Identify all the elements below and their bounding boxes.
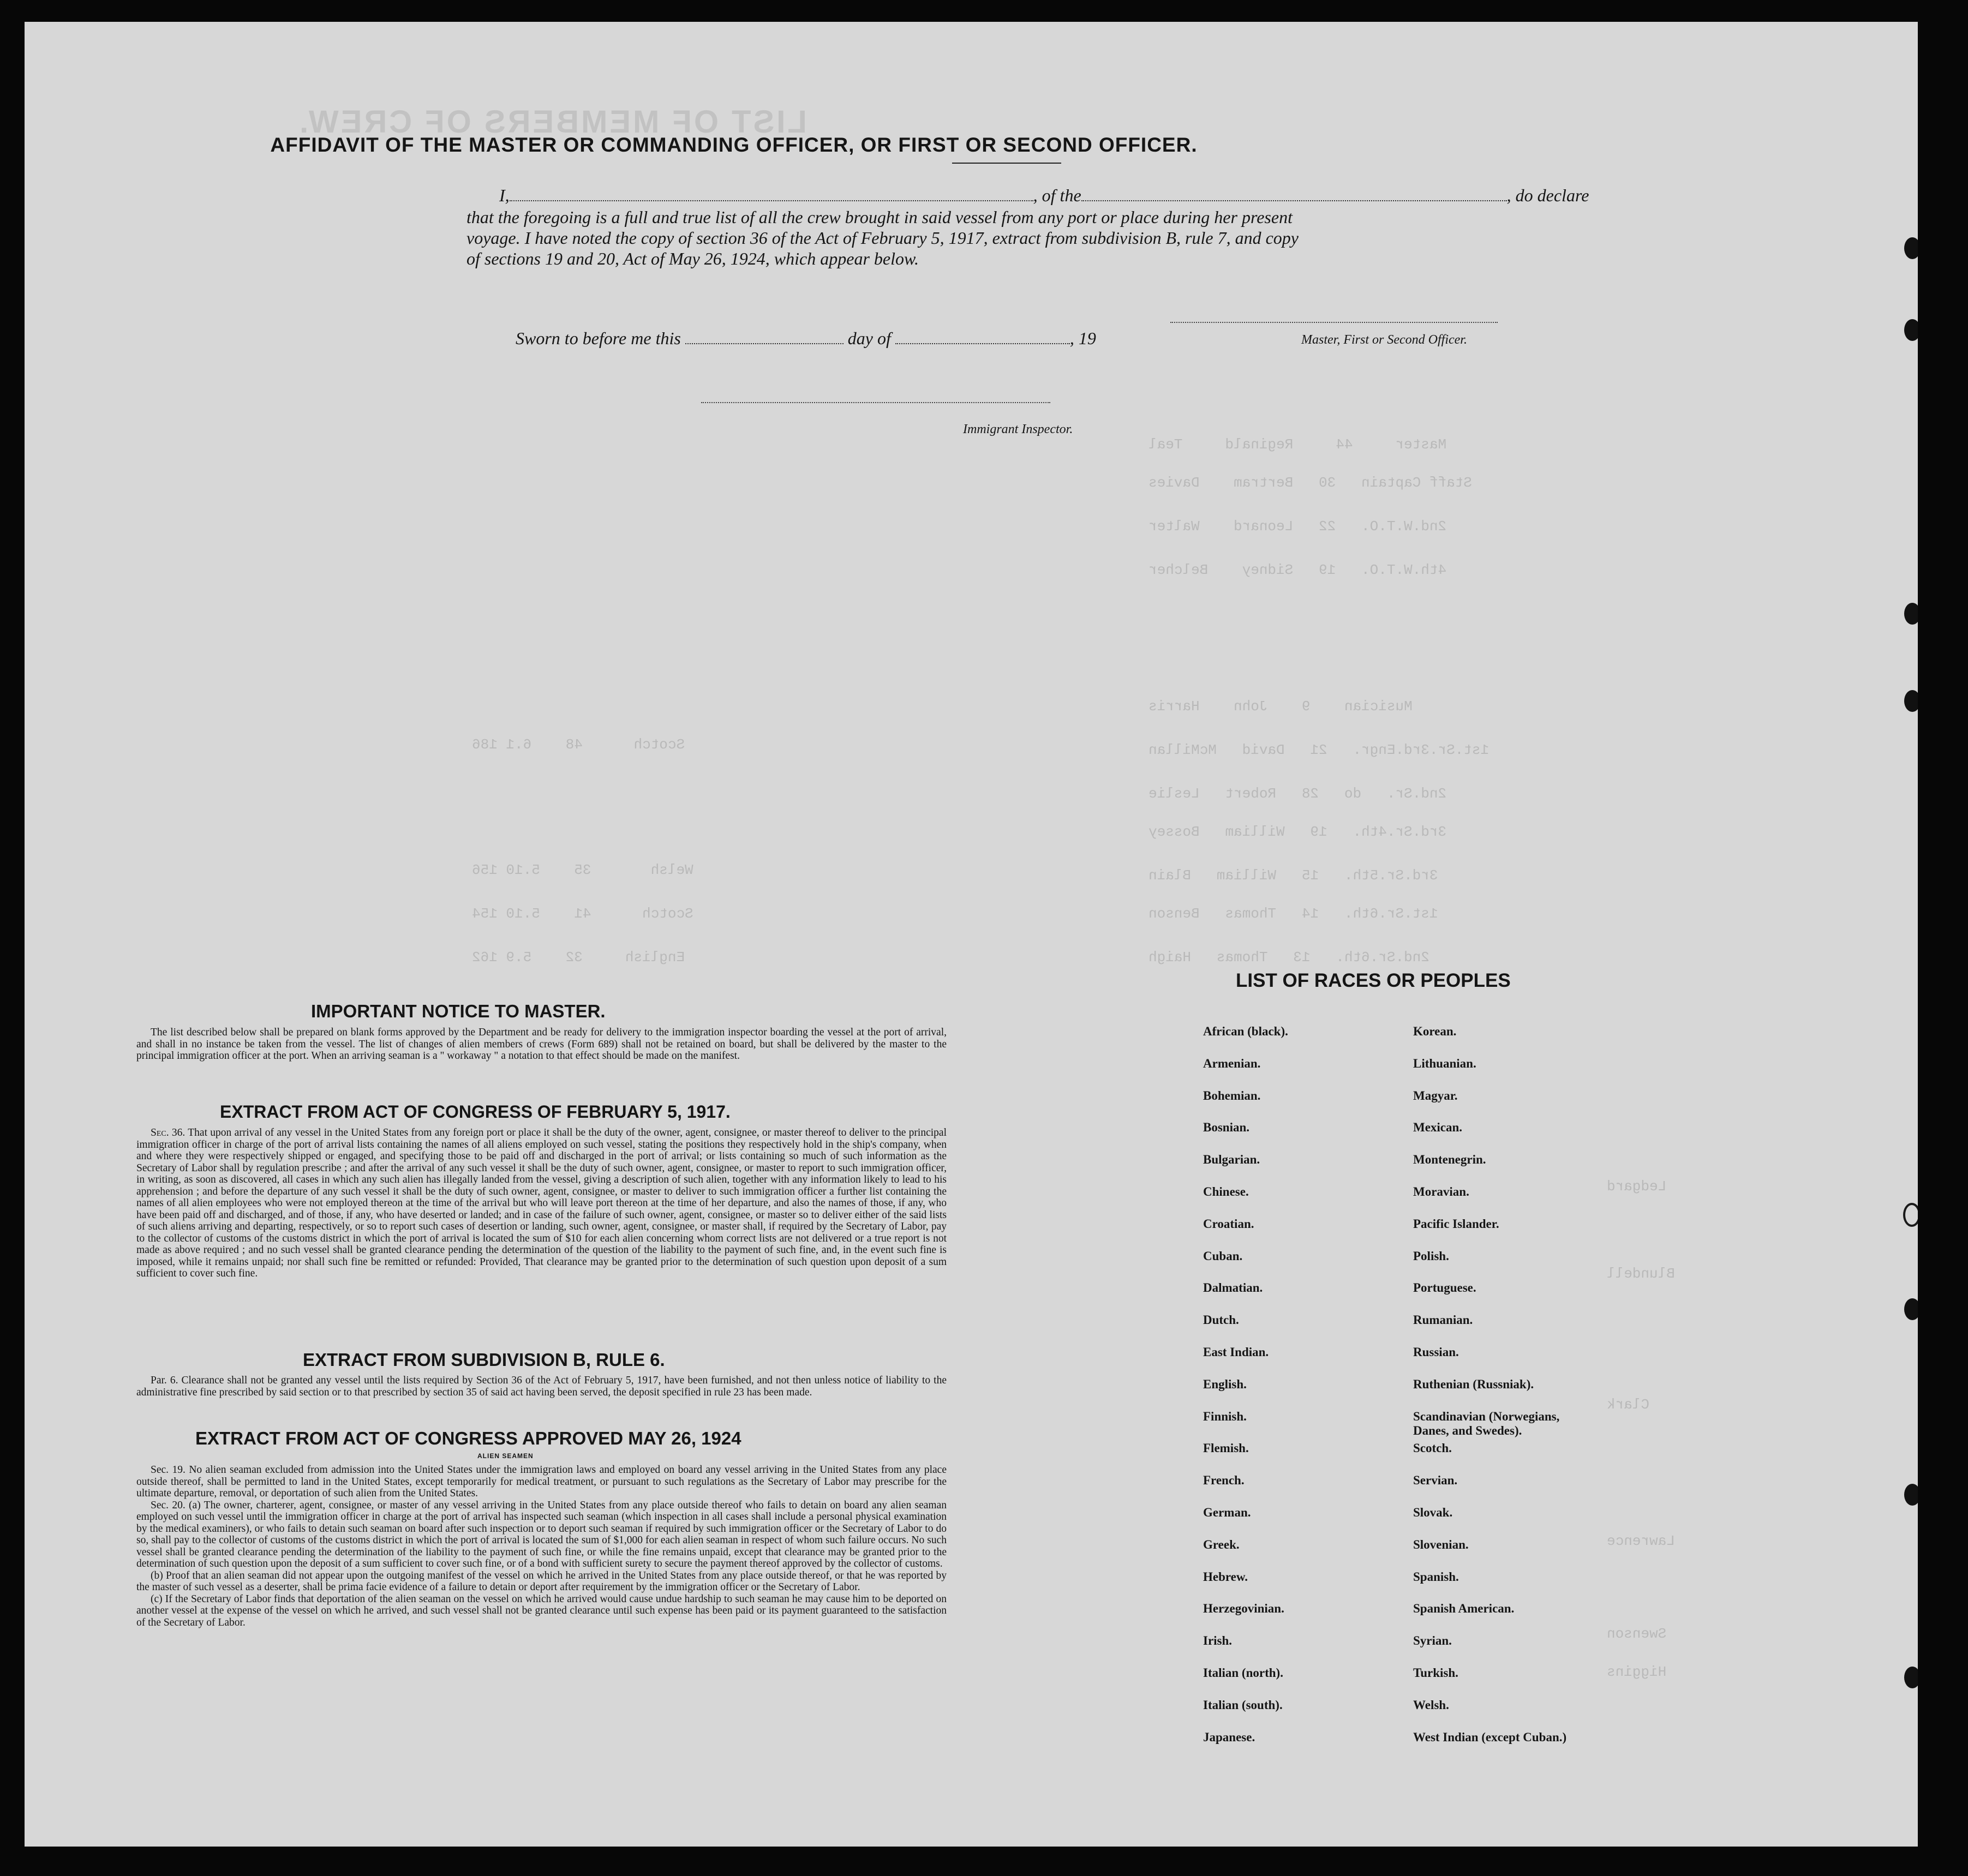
declaration-of-the: , of the [1033,185,1081,205]
binder-hole [1904,237,1918,259]
race-item: Slovenian. [1413,1537,1469,1551]
bleed-through-text: 4th.W.T.O. 19 Sidney Belcher [1149,562,1447,578]
race-item: East Indian. [1203,1345,1269,1359]
declaration-text-line: that the foregoing is a full and true list of all the crew brought in said vessel from any port or place during her present [466,207,1293,227]
extract-1917-body [136,1127,947,1280]
race-item: African (black). [1203,1024,1288,1038]
extract-rule6-text: Par. 6. Clearance shall not be granted any vessel until the lists required by Section 36 of the Act of February 5, 1917, have been furnished, and not then unless notice of liability to the administrative fine prescribed by said section or to that prescribed by section 35 of said act having been served, the deposit specified in rule 23 has been made. [136,1375,947,1398]
race-item: Pacific Islander. [1413,1216,1499,1231]
race-item: English. [1203,1377,1247,1391]
race-item: Bulgarian. [1203,1153,1260,1167]
bleed-through-text: 3rd.Sr.5th. 15 William Blain [1149,867,1438,884]
race-item: Spanish. [1413,1569,1459,1584]
bleed-through-text: Staff Captain 30 Bertram Davies [1149,475,1472,491]
bleed-through-heading: LIST OF MEMBERS OF CREW. [297,104,807,140]
race-item: French. [1203,1473,1245,1488]
sec20b-text: (b) Proof that an alien seaman did not appear upon the outgoing manifest of the vessel on which he arrived in the United States from any place outside thereof, or that he was reported by the master of such vessel as a deserter, shall be prima facie evidence of a failure to detain or deport after requirement by the immigration officer or the Secretary of Labor. [136,1569,947,1593]
sworn-line [516,328,1096,349]
race-item: Lithuanian. [1413,1056,1476,1070]
bleed-through-text: 3rd.Sr.4th. 19 William Bossey [1149,824,1447,840]
extract-rule6-title: EXTRACT FROM SUBDIVISION B, RULE 6. [303,1350,665,1370]
notice-paragraph: The list described below shall be prepared on blank forms approved by the Department and be ready for delivery to the immigration inspector boarding the vessel at the port of arrival, and shall in no instance be taken from the vessel. The list of changes of alien members of crews (Form 689) shall not be retained on board, but shall be delivered by the master to the principal immigration officer at the port. When an arriving seaman is a " workaway " a notation to that effect should be made on the manifest. [136,1027,947,1062]
race-item: Portuguese. [1413,1281,1476,1295]
race-item: Scandinavian (Norwegians, Danes, and Swedes). [1413,1409,1560,1437]
bleed-through-text: 1st.Sr.3rd.Engr. 21 David McMillan [1149,742,1490,758]
bleed-through-text: Musician 9 John Harris [1149,698,1413,715]
race-item: Italian (south). [1203,1698,1283,1712]
inspector-label: Immigrant Inspector. [963,422,1073,436]
race-item: Croatian. [1203,1216,1254,1231]
bleed-through-text: Ledgard [1607,1178,1667,1195]
race-item: West Indian (except Cuban.) [1413,1730,1567,1744]
race-item: Slovak. [1413,1506,1453,1519]
vessel-blank[interactable] [1081,200,1507,201]
bleed-through-text: Welsh 35 5.10 156 [472,862,693,878]
bleed-through-text: Blundell [1607,1266,1675,1282]
race-item: Dalmatian. [1203,1281,1263,1295]
binder-hole [1904,1298,1918,1320]
race-item: Dutch. [1203,1313,1239,1327]
bleed-through-text: 2nd.W.T.O. 22 Leonard Walter [1149,518,1447,535]
signature-label: Master, First or Second Officer. [1301,333,1467,347]
race-item: Japanese. [1203,1730,1255,1744]
binder-hole [1904,1667,1918,1688]
declaration-line [499,185,1589,206]
sec20c-text: (c) If the Secretary of Labor finds that deportation of the alien seaman on the vessel on which he arrived would cause undue hardship to such seaman he may cause him to be deported on another vessel at the expense of the vessel on which he arrived, and such vessel shall not be granted clearance until such expense has been paid or its payment guaranteed to the satisfaction of the Secretary of Labor. [136,1593,947,1628]
binder-hole [1904,690,1918,712]
race-item: Turkish. [1413,1666,1458,1680]
bleed-through-text: Scotch 41 5.10 154 [472,906,693,922]
bleed-through-text: Scotch 48 6.1 186 [472,736,685,753]
race-item: Rumanian. [1413,1313,1473,1327]
race-item: Irish. [1203,1634,1233,1648]
race-item: Russian. [1413,1345,1459,1359]
race-item: Moravian. [1413,1185,1469,1198]
declaration-i: I, [499,185,510,205]
race-item: Bohemian. [1203,1088,1261,1102]
sworn-year: , 19 [1069,328,1096,348]
alien-seamen-subtitle: ALIEN SEAMEN [477,1452,534,1460]
bleed-through-text: Master 44 Reginald Teal [1149,436,1447,453]
sworn-day-of: day of [847,328,891,348]
bleed-through-text: 2nd.Sr.6th. 13 Thomas Haigh [1149,949,1429,966]
declaration-text-line: voyage. I have noted the copy of section 36 of the Act of February 5, 1917, extract from subdivision B, rule 7, and copy [466,228,1299,248]
bleed-through-text: Lawrence [1607,1533,1675,1549]
declaration-do-declare: , do declare [1506,185,1589,205]
bleed-through-text: Clark [1607,1396,1650,1413]
declaration-text-line: of sections 19 and 20, Act of May 26, 1924, which appear below. [466,249,919,268]
document-page [25,22,1918,1847]
month-blank[interactable] [895,343,1070,344]
bleed-through-text: Higgins [1607,1664,1667,1680]
race-item: Herzegovinian. [1203,1602,1284,1616]
race-item: Servian. [1413,1473,1458,1488]
notice-body [136,1027,947,1062]
binder-hole [1904,603,1918,625]
race-item: Syrian. [1413,1634,1452,1648]
race-item: Hebrew. [1203,1569,1248,1584]
day-blank[interactable] [685,343,844,344]
race-item: Scotch. [1413,1441,1452,1455]
race-item: Flemish. [1203,1441,1249,1455]
race-item: Finnish. [1203,1409,1247,1423]
inspector-signature-line[interactable] [701,402,1050,403]
race-item: Ruthenian (Russniak). [1413,1377,1534,1391]
sec20a-text: Sec. 20. (a) The owner, charterer, agent, consignee, or master of any vessel arriving in the United States from any place outside thereof who fails to detain on board any alien seaman employed on such vessel until the immigration officer in charge at the port of arrival has inspected such seaman (which inspection in all cases shall include a personal physical examination by the medical examiners), or who fails to detain such seaman on board after such inspection or to deport such seaman if required by such immigration officer or the Secretary of Labor to do so, shall pay to the collector of customs of the customs district in which the port of arrival is located the sum of $1,000 for each alien seaman in respect of whom such failure occurs. No such vessel shall be granted clearance pending the determination of the liability to the payment of such fine, or while the fine remains unpaid, except that clearance may be granted prior to the determination of such question upon the deposit of a sum sufficient to cover such fine, or of a bond with sufficient surety to secure the payment thereof approved by the collector of customs. [136,1499,947,1569]
race-item: German. [1203,1506,1251,1519]
binder-hole [1904,319,1918,341]
title-divider [952,163,1061,164]
sec19-text: Sec. 19. No alien seaman excluded from admission into the United States under the immigration laws and employed on board any vessel arriving in the United States from any place outside thereof, shall be permitted to land in the United States, except temporarily for medical treatment, or pursuant to such regulations as the Secretary of Labor may prescribe for the ultimate departure, removal, or deportation of such alien from the United States. [136,1464,947,1499]
extract-1917-text: That upon arrival of any vessel in the United States from any foreign port or place it shall be the duty of the owner, agent, consignee, or master thereof to deliver to the principal immigration officer in charge of the port of arrival lists containing the names of all aliens employed on such vessel, stating the positions they respectively hold in the ship's company, when and where they were respectively shipped or engaged, and specifying those to be paid off and discharged in the port of arrival; or lists containing so much of such information as the Secretary of Labor shall by regulation prescribe ; and after the arrival of any such vessel it shall be the duty of such owner, agent, consignee, or master to report to such immigration officer, in writing, as soon as discovered, all cases in which any such alien has illegally landed from the vessel, giving a description of such alien, together with any information likely to lead to his apprehension ; and before the departure of any such vessel it shall be the duty of such owner, agent, consignee, or master to deliver to such immigration officer a further list containing the names of all alien employees who were not employed thereon at the time of the arrival but who will leave port thereon at the time of her departure, and also the names of those, if any, who have been paid off and discharged, and of those, if any, who have deserted or landed; and in case of the failure of such owner, agent, consignee, or master so to deliver either of the said lists of such aliens arriving and departing, respectively, or so to report such cases of desertion or landing, such owner, agent, consignee, or master shall, if required by the Secretary of Labor, pay to the collector of customs of the customs district in which the port of arrival is located the sum of $10 for each alien concerning whom correct lists are not delivered or a true report is not made as above required ; and no such vessel shall be granted clearance pending the determination of the question of the liability to the payment of such fine, and, in the event such fine is imposed, while it remains unpaid; nor shall such fine be remitted or refunded: Provided, That clearance may be granted prior to the determination of such question upon deposit of a sum sufficient to cover such fine. [136,1127,947,1279]
bleed-through-text: 2nd.Sr. do 28 Robert Leslie [1149,786,1447,802]
signature-line[interactable] [1170,322,1498,323]
sworn-text: Sworn to before me this [516,328,681,348]
race-item: Chinese. [1203,1185,1249,1198]
race-item: Korean. [1413,1024,1457,1038]
extract-rule6-body [136,1375,947,1398]
race-item: Italian (north). [1203,1666,1283,1680]
affidavit-title: AFFIDAVIT OF THE MASTER OR COMMANDING OFFICER, OR FIRST OR SECOND OFFICER. [270,134,1198,156]
races-title: LIST OF RACES OR PEOPLES [1236,970,1511,991]
race-item: Cuban. [1203,1249,1243,1263]
binder-hole [1904,1484,1918,1506]
extract-1917-title: EXTRACT FROM ACT OF CONGRESS OF FEBRUARY 5, 1917. [220,1102,731,1122]
bleed-through-text: 1st.Sr.6th. 14 Thomas Benson [1149,906,1438,922]
bleed-through-text: Swenson [1607,1626,1667,1642]
extract-1924-title: EXTRACT FROM ACT OF CONGRESS APPROVED MAY 26, 1924 [195,1428,741,1448]
race-item: Armenian. [1203,1056,1261,1070]
race-item: Greek. [1203,1537,1240,1551]
binder-hole [1903,1203,1918,1227]
bleed-through-text: English 32 5.9 162 [472,949,685,966]
name-blank[interactable] [510,200,1033,201]
race-item: Magyar. [1413,1088,1458,1102]
race-item: Bosnian. [1203,1120,1250,1135]
race-item: Welsh. [1413,1698,1449,1712]
extract-1924-body [136,1464,947,1628]
race-item: Montenegrin. [1413,1153,1486,1167]
notice-title: IMPORTANT NOTICE TO MASTER. [311,1001,606,1021]
race-item: Polish. [1413,1249,1449,1263]
section-label: Sec. 36. [151,1127,186,1138]
race-item: Spanish American. [1413,1602,1515,1616]
race-item: Mexican. [1413,1120,1463,1135]
